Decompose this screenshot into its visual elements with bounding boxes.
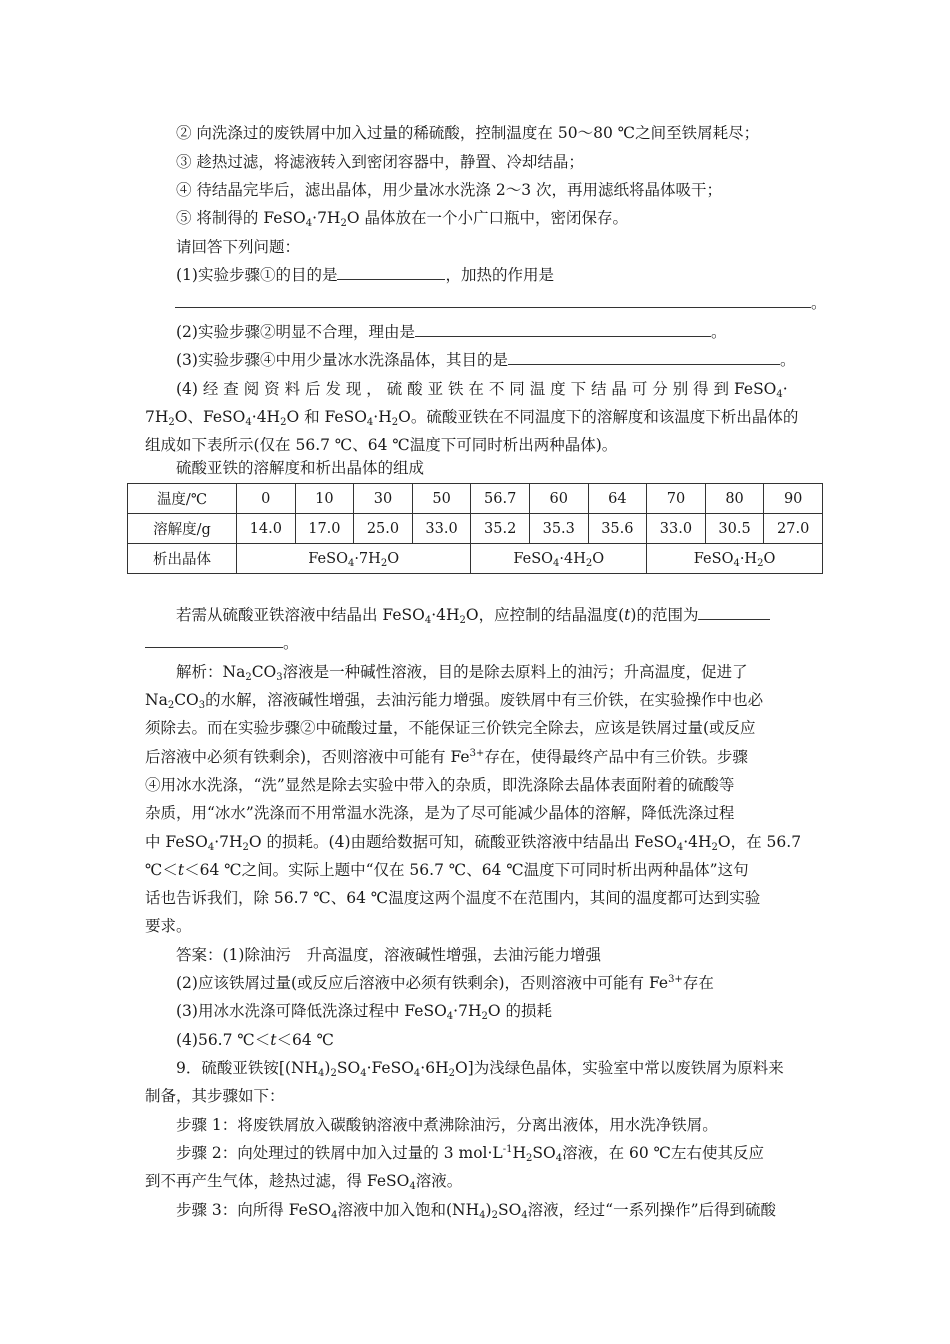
question-3: (3)实验步骤④中用少量冰水洗涤晶体，其目的是 。 xyxy=(176,351,796,369)
problem-9-line1: 9．硫酸亚铁铵$[(NH_4)_2SO_4\cdot FeSO_4\cdot 6H_2O]$为浅绿色晶体，实验室中常以废铁屑为原料来 xyxy=(176,1059,784,1079)
question-1: (1)实验步骤①的目的是 ，加热的作用是 xyxy=(176,266,554,284)
problem-9-step3: 步骤 3：向所得 FeSO$_4$溶液中加入饱和$(NH_4)_2SO_4$溶液，经过“一系列操作”后得到硫酸 xyxy=(176,1201,777,1221)
question-4-line2: $7H_2O$、$FeSO_4\cdot 4H_2O$ 和 $FeSO_4\cdot H_2O$。硫酸亚铁在不同温度下的溶解度和该温度下析出晶体的 xyxy=(145,408,799,428)
question-2: (2)实验步骤②明显不合理，理由是 。 xyxy=(176,323,727,341)
question-intro: 请回答下列问题： xyxy=(176,238,301,256)
problem-9-step1: 步骤 1：将废铁屑放入碳酸钠溶液中煮沸除油污，分离出液体，用水洗净铁屑。 xyxy=(176,1116,718,1134)
table-caption: 硫酸亚铁的溶解度和析出晶体的组成 xyxy=(176,459,425,477)
analysis-line4: 后溶液中必须有铁剩余)，否则溶液中可能有 $Fe^{3+}$存在，使得最终产品中有三价铁。步骤 xyxy=(145,748,748,766)
table-row: 温度/℃ 0 10 30 50 56.7 60 64 70 80 90 xyxy=(128,484,823,514)
step-2: ② 向洗涤过的废铁屑中加入过量的稀硫酸，控制温度在 50～80 ℃之间至铁屑耗尽； xyxy=(176,124,760,142)
table-row: 溶解度/g 14.0 17.0 25.0 33.0 35.2 35.3 35.6 33.0 30.5 27.0 xyxy=(128,514,823,544)
answer-3: (3)用冰水洗涤可降低洗涤过程中 $FeSO_4\cdot 7H_2O$ 的损耗 xyxy=(176,1002,552,1022)
table-row: 析出晶体 $FeSO_4\cdot 7H_2O$ $FeSO_4\cdot 4H_2O$ $FeSO_4\cdot H_2O$ xyxy=(128,544,823,574)
problem-9-step2-line2: 到不再产生气体，趁热过滤，得 FeSO$_4$溶液。 xyxy=(145,1172,463,1192)
answer-1: 答案：(1)除油污 升高温度，溶液碱性增强，去油污能力增强 xyxy=(176,946,601,964)
problem-9-step2: 步骤 2：向处理过的铁屑中加入过量的 3 $mol\cdot L^{-1}H_2SO_4$溶液，在 60 ℃左右使其反应 xyxy=(176,1144,764,1164)
question-4-ask-line2: 。 xyxy=(145,632,299,654)
analysis-line2: $Na_2CO_3$的水解，溶液碱性增强，去油污能力增强。废铁屑中有三价铁，在实验操作中也必 xyxy=(145,691,764,711)
analysis-line8: ℃＜t＜64 ℃之间。实际上题中“仅在 56.7 ℃、64 ℃温度下可同时析出两种晶体”这句 xyxy=(145,861,749,879)
analysis-line9: 话也告诉我们，除 56.7 ℃、64 ℃温度这两个温度不在范围内，其间的温度都可达到实验 xyxy=(145,889,761,907)
analysis-line5: ④用冰水洗涤，“洗”显然是除去实验中带入的杂质，即洗涤除去晶体表面附着的硫酸等 xyxy=(145,776,735,794)
analysis-line10: 要求。 xyxy=(145,917,192,935)
question-4-ask: 若需从硫酸亚铁溶液中结晶出 $FeSO_4\cdot 4H_2O$，应控制的结晶温度(t)的范围为 xyxy=(176,604,770,626)
analysis-line3: 须除去。而在实验步骤②中硫酸过量，不能保证三价铁完全除去，应该是铁屑过量(或反应 xyxy=(145,719,756,737)
step-5: ⑤ 将制得的 $FeSO_4\cdot 7H_2O$ 晶体放在一个小广口瓶中，密闭保存。 xyxy=(176,209,628,229)
answer-2: (2)应该铁屑过量(或反应后溶液中必须有铁剩余)，否则溶液中可能有 $Fe^{3+}$存在 xyxy=(176,974,714,992)
question-1-line2: 。 xyxy=(145,292,827,314)
problem-9-line2: 制备，其步骤如下： xyxy=(145,1087,285,1105)
answer-4: (4)56.7 ℃＜t＜64 ℃ xyxy=(176,1031,334,1049)
answer-blank[interactable] xyxy=(698,605,770,620)
question-4-line3: 组成如下表所示(仅在 56.7 ℃、64 ℃温度下可同时析出两种晶体)。 xyxy=(145,436,618,454)
step-4: ④ 待结晶完毕后，滤出晶体，用少量冰水洗涤 2～3 次，再用滤纸将晶体吸干； xyxy=(176,181,723,199)
answer-blank[interactable] xyxy=(145,633,283,648)
analysis-line1: 解析：$Na_2CO_3$溶液是一种碱性溶液，目的是除去原料上的油污；升高温度，促进了 xyxy=(176,663,748,683)
analysis-line6: 杂质，用“冰水”洗涤而不用常温水洗涤，是为了尽可能减少晶体的溶解，降低洗涤过程 xyxy=(145,804,735,822)
step-3: ③ 趁热过滤，将滤液转入到密闭容器中，静置、冷却结晶； xyxy=(176,153,584,171)
answer-blank[interactable] xyxy=(337,265,445,280)
answer-blank[interactable] xyxy=(175,293,811,308)
answer-blank[interactable] xyxy=(508,350,780,365)
answer-blank[interactable] xyxy=(415,322,711,337)
solubility-table xyxy=(127,483,823,574)
question-4-line1: (4) 经 查 阅 资 料 后 发 现 ， 硫 酸 亚 铁 在 不 同 温 度 下 结 晶 可 分 别 得 到 FeSO$_4$· xyxy=(176,380,788,400)
analysis-line7: 中 $FeSO_4\cdot 7H_2O$ 的损耗。(4)由题给数据可知，硫酸亚铁溶液中结晶出 $FeSO_4\cdot 4H_2O$，在 56.7 xyxy=(145,833,802,853)
